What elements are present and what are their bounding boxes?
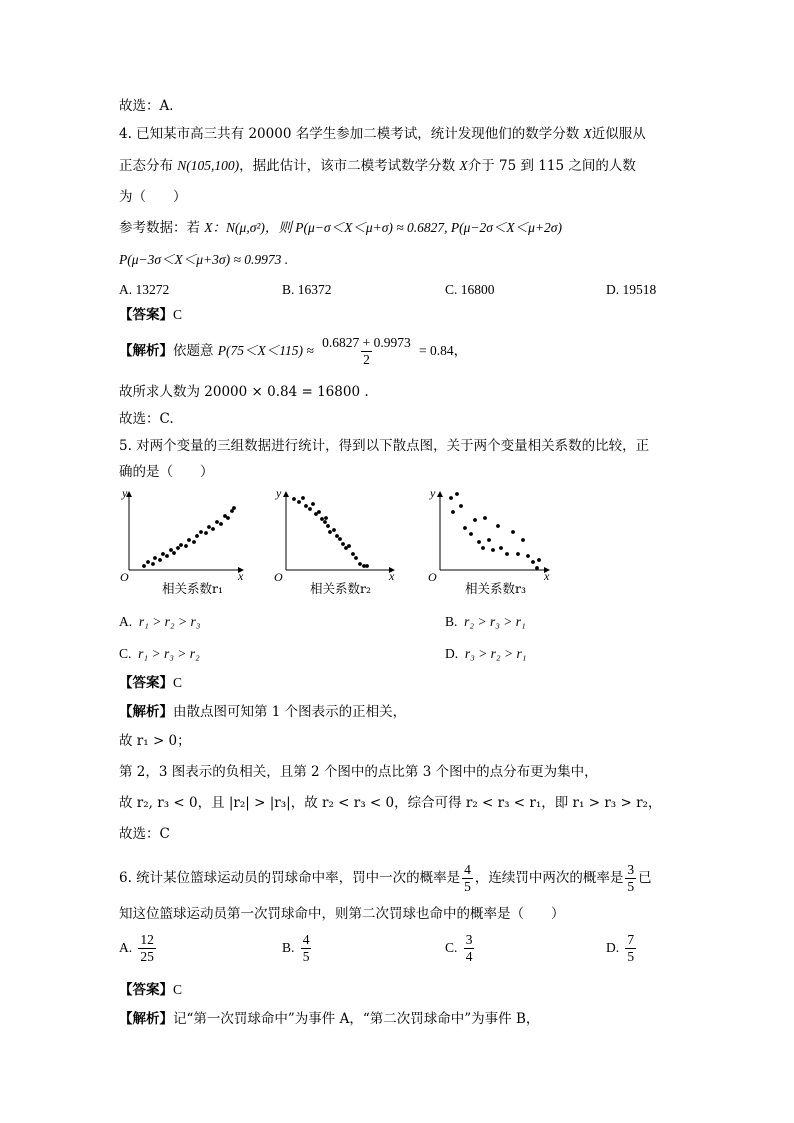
- q6-prob-double: $\frac{3}{5}$: [627, 862, 635, 894]
- scatter-point: [292, 497, 296, 501]
- q4-analysis-line2: 故所求人数为 20000 × 0.84 = 16800 .: [119, 384, 369, 400]
- q5-analysis-line4: 故 r₂, r₃ < 0，且 |r₂| > |r₃|，故 r₂ < r₃ < 0，综合可得 r₂ < r₃ < r₁，即 r₁ > r₃ > r₂，: [119, 795, 662, 811]
- q4-stem-line3: 为（ ）: [119, 189, 187, 205]
- answer-value: C: [173, 307, 183, 322]
- scatter-plot-1: [117, 484, 247, 588]
- y-axis-label: y: [430, 486, 436, 500]
- plot-2-caption: 相关系数r₂: [310, 581, 371, 596]
- scatter-point: [179, 543, 183, 547]
- scatter-point: [215, 520, 219, 524]
- plot-1-caption: 相关系数r₁: [162, 581, 223, 596]
- q6-stem-text: ，连续罚中两次的概率是: [474, 870, 624, 886]
- q6-option-b: B. $\frac{4}{5}$: [282, 932, 310, 964]
- scatter-point: [320, 517, 324, 521]
- scatter-point: [338, 537, 342, 541]
- q5-stem-line2: 确的是（ ）: [119, 464, 214, 480]
- q6-stem-text: 6. 统计某位篮球运动员的罚球命中率，罚中一次的概率是: [119, 870, 461, 886]
- analysis-label: 【解析】: [119, 343, 173, 359]
- scatter-point: [195, 534, 199, 538]
- scatter-point: [347, 544, 351, 548]
- scatter-point: [311, 502, 315, 506]
- scatter-point: [463, 526, 467, 530]
- scatter-point: [526, 554, 530, 558]
- scatter-point: [301, 496, 305, 500]
- scatter-point: [192, 540, 196, 544]
- q4-reference-label: 参考数据：若: [119, 220, 200, 236]
- answer-value: C: [173, 675, 183, 690]
- scatter-point: [473, 518, 477, 522]
- q4-reference-line1: [119, 219, 562, 237]
- q4-stem-text-tail: 近似服从: [591, 126, 646, 142]
- scatter-point: [481, 546, 485, 550]
- y-axis-label: y: [122, 486, 128, 500]
- scatter-point: [187, 538, 191, 542]
- q4-option-a: A. 13272: [119, 282, 170, 297]
- y-axis-label: y: [276, 486, 282, 500]
- q4-stem-text: 正态分布: [119, 158, 173, 174]
- q6-prob-single: $\frac{4}{5}$: [464, 862, 471, 894]
- x-axis-label: x: [238, 569, 244, 583]
- scatter-point: [521, 538, 525, 542]
- scatter-point: [335, 534, 339, 538]
- q5-analysis-line2: 故 r₁ > 0；: [119, 733, 191, 749]
- scatter-point: [531, 560, 535, 564]
- analysis-text: 记“第一次罚球命中”为事件 A，“第二次罚球命中”为事件 B，: [173, 1011, 540, 1027]
- scatter-plot-2: [268, 484, 398, 588]
- q4-option-b: B. 16372: [282, 282, 332, 297]
- q4-reference-line2: [119, 251, 288, 269]
- q4-reference-dist: X：N(μ,σ²): [204, 220, 265, 235]
- analysis-text: 依题意: [173, 343, 214, 359]
- q5-option-b: B. r₂ > r₃ > r₁: [445, 614, 526, 629]
- q5-answer: [119, 674, 182, 692]
- scatter-point: [351, 552, 355, 556]
- scatter-point: [161, 552, 165, 556]
- q5-stem-line1: 5. 对两个变量的三组数据进行统计，得到以下散点图，关于两个变量相关系数的比较，正: [119, 438, 650, 454]
- analysis-text: 由散点图可知第 1 个图表示的正相关，: [173, 704, 407, 720]
- scatter-plot-2-svg: [268, 484, 398, 584]
- q6-option-c: C. $\frac{3}{4}$: [445, 932, 473, 964]
- answer-label: 【答案】: [119, 675, 173, 691]
- scatter-point: [499, 546, 503, 550]
- q4-distribution: N(105,100): [177, 158, 240, 173]
- scatter-point: [207, 525, 211, 529]
- scatter-point: [365, 564, 369, 568]
- q4-answer: [119, 306, 182, 324]
- scatter-point: [483, 516, 487, 520]
- scatter-point: [304, 504, 308, 508]
- scatter-point: [153, 556, 157, 560]
- answer-label: 【答案】: [119, 307, 173, 323]
- scatter-point: [354, 556, 358, 560]
- scatter-point: [332, 528, 336, 532]
- q4-stem-text: 4. 已知某市高三共有 20000 名学生参加二模考试，统计发现他们的数学分数: [119, 126, 580, 142]
- scatter-point: [487, 538, 491, 542]
- q5-conclusion: 故选：C: [119, 826, 170, 842]
- scatter-plot-3-svg: [423, 484, 553, 584]
- analysis-result: = 0.84，: [419, 343, 468, 358]
- scatter-point: [505, 552, 509, 556]
- scatter-point: [158, 558, 162, 562]
- x-axis-label: x: [389, 569, 395, 583]
- analysis-label: 【解析】: [119, 704, 173, 720]
- scatter-point: [323, 520, 327, 524]
- q4-var-x: X: [459, 158, 468, 173]
- origin-label: O: [120, 570, 129, 584]
- scatter-point: [469, 532, 473, 536]
- scatter-point: [459, 504, 463, 508]
- scatter-point: [477, 540, 481, 544]
- scatter-point: [169, 548, 173, 552]
- scatter-point: [537, 558, 541, 562]
- scatter-point: [176, 546, 180, 550]
- q5-analysis-line1: [119, 703, 406, 721]
- origin-label: O: [428, 570, 437, 584]
- q4-stem-line1: [119, 125, 646, 143]
- q4-reference-prob3: P(μ−3σ＜X＜μ+3σ) ≈ 0.9973 .: [119, 252, 289, 267]
- scatter-point: [511, 530, 515, 534]
- q4-stem-text: 介于 75 到 115 之间的人数: [467, 158, 636, 174]
- scatter-point: [165, 554, 169, 558]
- q4-stem-line2: [119, 157, 636, 175]
- scatter-point: [142, 564, 146, 568]
- q6-stem-line1: [119, 862, 652, 895]
- answer-label: 【答案】: [119, 982, 173, 998]
- q4-option-d: D. 19518: [606, 282, 657, 297]
- scatter-point: [308, 507, 312, 511]
- scatter-point: [324, 516, 328, 520]
- analysis-fraction: $\frac{0.6827 + 0.9973}{2}$: [322, 335, 411, 367]
- q4-conclusion: 故选：C.: [119, 411, 174, 427]
- origin-label: O: [274, 570, 283, 584]
- analysis-label: 【解析】: [119, 1011, 173, 1027]
- prev-conclusion: 故选：A．: [119, 98, 183, 114]
- scatter-point: [184, 544, 188, 548]
- scatter-plot-3: [423, 484, 553, 588]
- scatter-point: [451, 510, 455, 514]
- q6-stem-line2: 知这位篮球运动员第一次罚球命中，则第二次罚球也命中的概率是（ ）: [119, 906, 565, 922]
- scatter-point: [317, 510, 321, 514]
- q6-analysis-line1: [119, 1010, 539, 1028]
- answer-value: C: [173, 982, 183, 997]
- scatter-point: [199, 530, 203, 534]
- scatter-point: [358, 562, 362, 566]
- scatter-plot-1-svg: [117, 484, 247, 584]
- q5-option-d: D. r₃ > r₂ > r₁: [445, 646, 527, 661]
- scatter-point: [297, 500, 301, 504]
- scatter-point: [516, 552, 520, 556]
- scatter-point: [172, 551, 176, 555]
- q6-option-a: A. $\frac{12}{25}$: [119, 932, 154, 964]
- q5-option-a: A. r₁ > r₂ > r₃: [119, 614, 201, 629]
- x-axis-label: x: [544, 569, 550, 583]
- scatter-point: [204, 531, 208, 535]
- scatter-point: [211, 527, 215, 531]
- scatter-point: [151, 562, 155, 566]
- q4-var-x: X: [583, 126, 592, 141]
- scatter-point: [455, 492, 459, 496]
- scatter-point: [232, 506, 236, 510]
- q4-reference-prob: ，则 P(μ−σ＜X＜μ+σ) ≈ 0.6827, P(μ−2σ＜X＜μ+2σ): [264, 220, 562, 235]
- scatter-point: [491, 548, 495, 552]
- q6-answer: [119, 981, 182, 999]
- q4-stem-text: ，据此估计，该市二模考试数学分数: [239, 158, 456, 174]
- q5-analysis-line3: 第 2，3 图表示的负相关，且第 2 个图中的点比第 3 个图中的点分布更为集中，: [119, 764, 598, 780]
- q4-analysis-line1: [119, 335, 467, 368]
- scatter-point: [219, 522, 223, 526]
- scatter-point: [328, 530, 332, 534]
- q6-stem-text: 已: [638, 870, 652, 886]
- analysis-formula: P(75＜X＜115) ≈: [217, 343, 314, 358]
- scatter-point: [341, 542, 345, 546]
- scatter-point: [449, 496, 453, 500]
- scatter-point: [535, 566, 539, 570]
- scatter-point: [226, 516, 230, 520]
- q6-option-d: D. $\frac{7}{5}$: [606, 932, 635, 964]
- scatter-point: [326, 524, 330, 528]
- scatter-point: [146, 560, 150, 564]
- scatter-point: [496, 524, 500, 528]
- q5-option-c: C. r₁ > r₃ > r₂: [119, 646, 200, 661]
- plot-3-caption: 相关系数r₃: [465, 581, 526, 596]
- q4-option-c: C. 16800: [445, 282, 495, 297]
